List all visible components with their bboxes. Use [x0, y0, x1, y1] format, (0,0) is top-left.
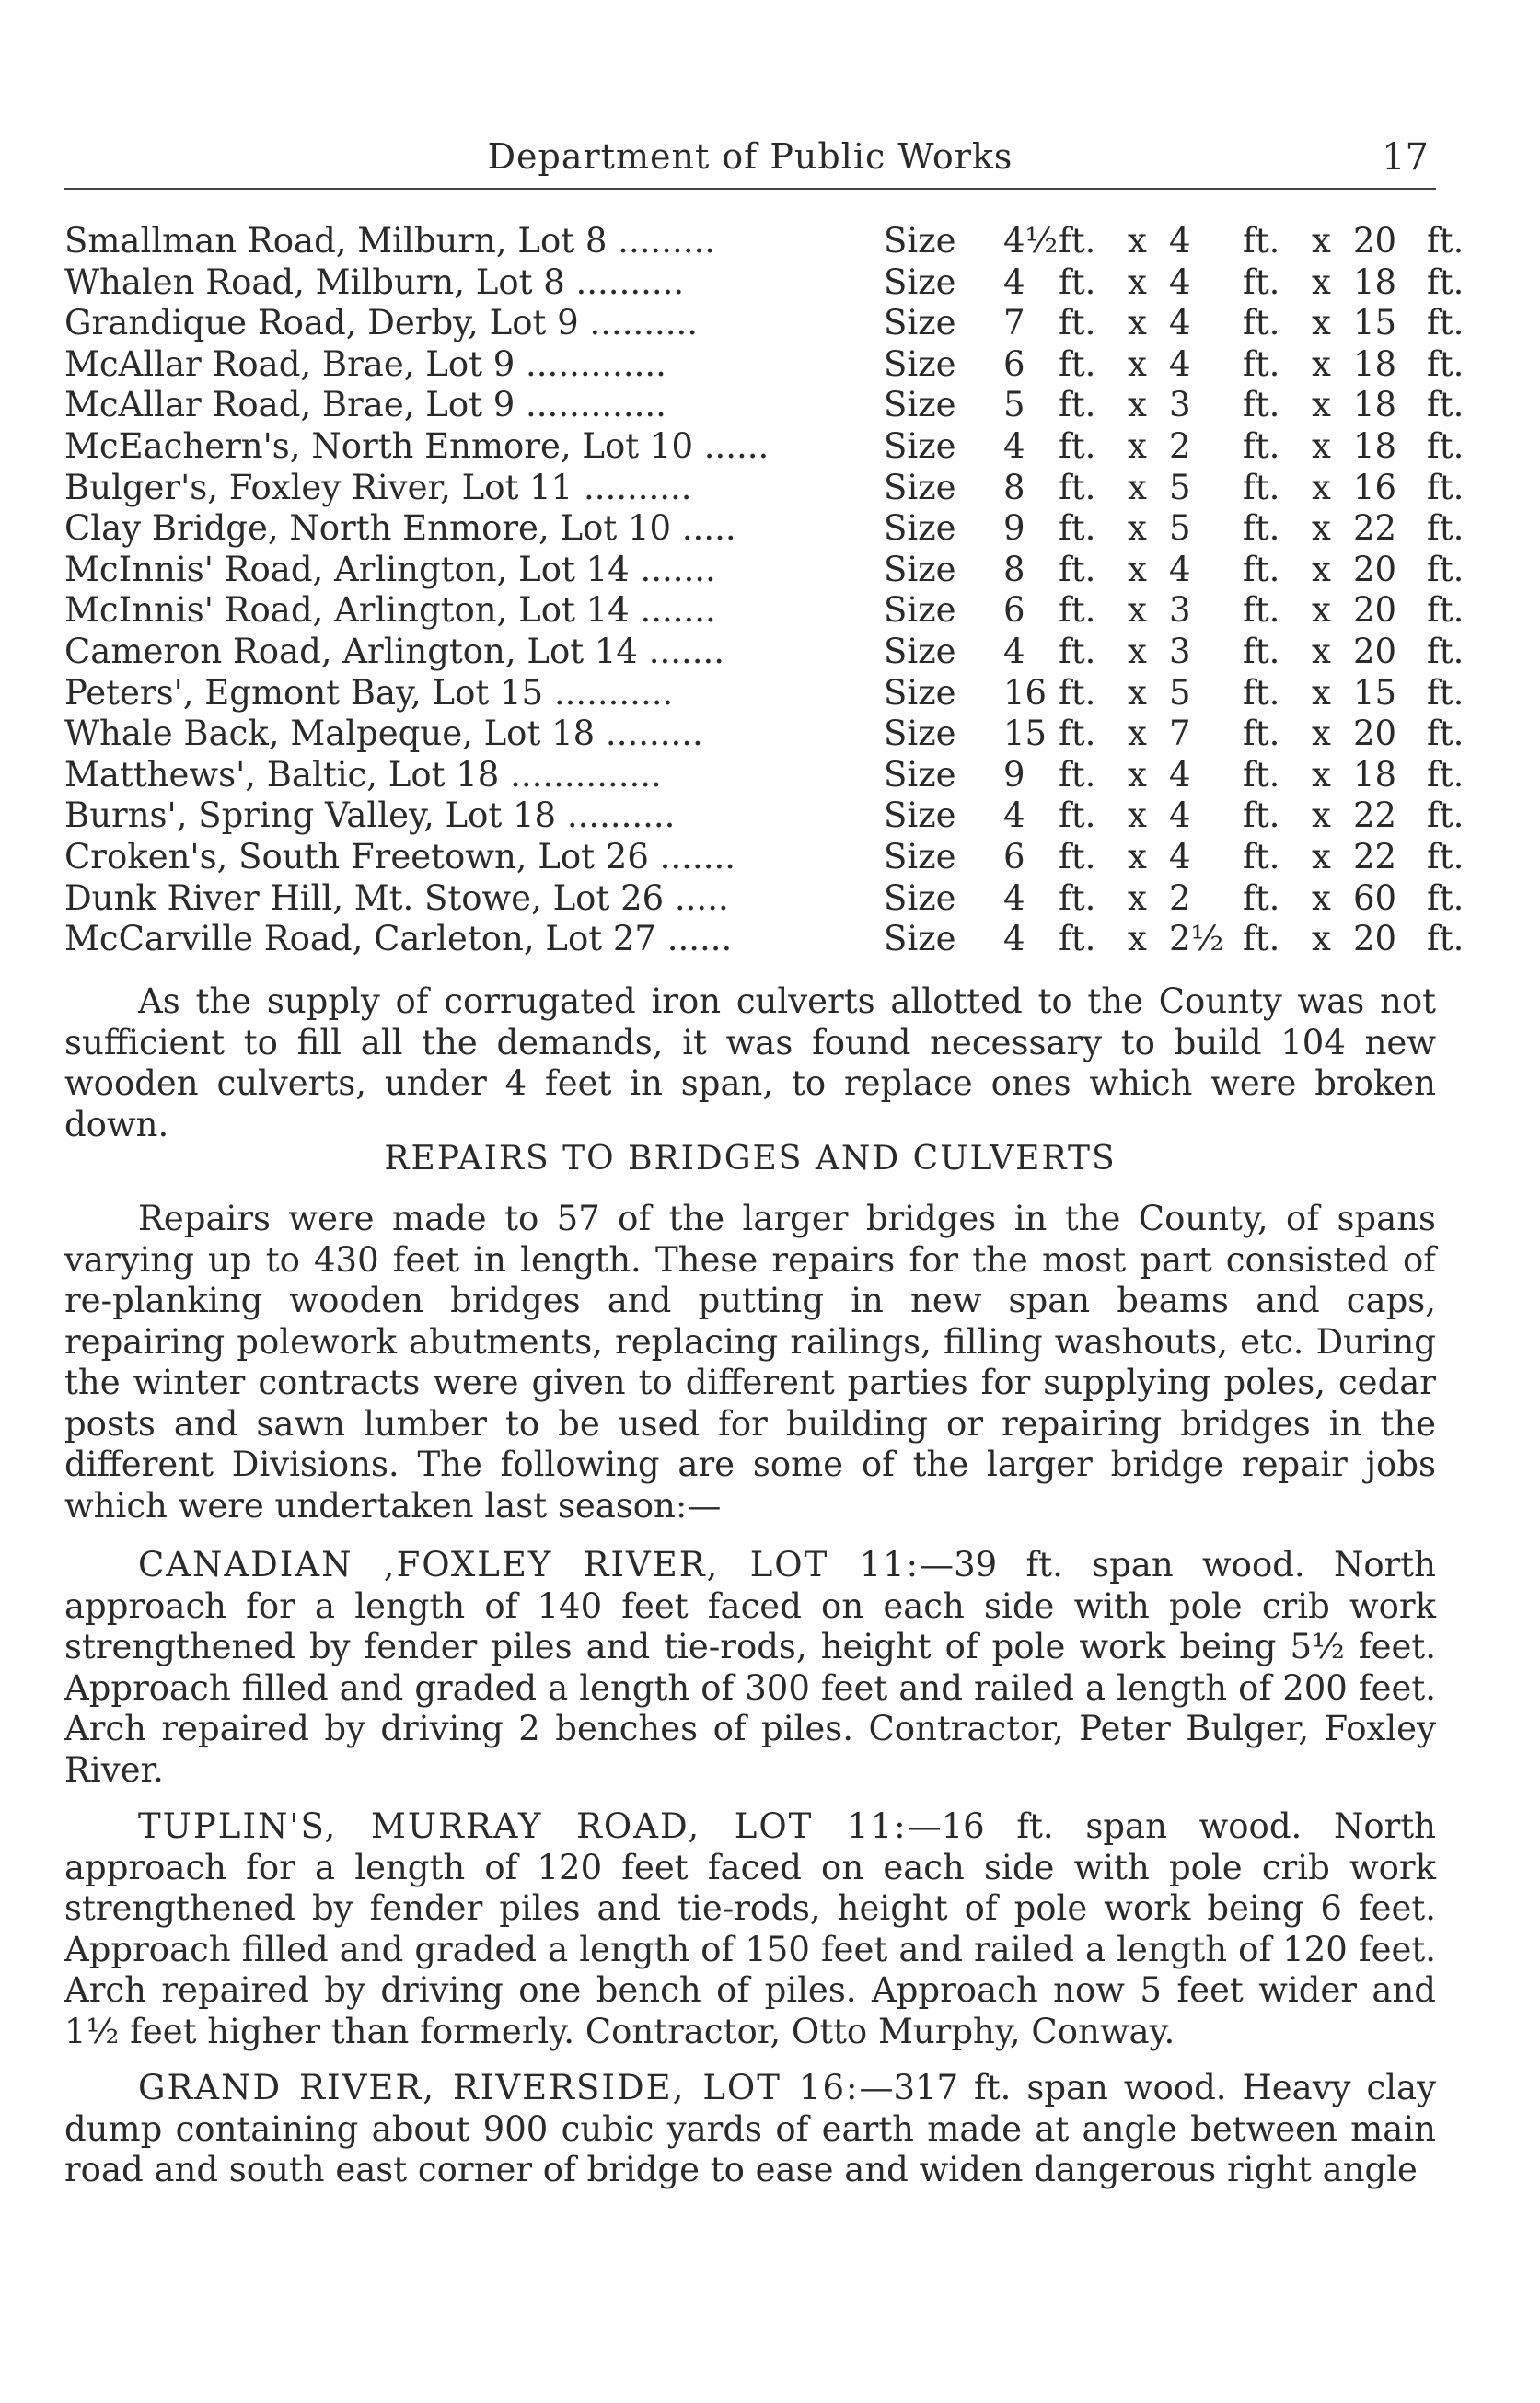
- times-sign: x: [1312, 877, 1331, 918]
- culvert-row: [64, 795, 1465, 837]
- times-sign: x: [1312, 672, 1331, 713]
- size-label: Size: [884, 714, 956, 754]
- span-length: 15: [1353, 672, 1397, 713]
- culvert-location: Cameron Road, Arlington, Lot 14 .......: [64, 631, 725, 671]
- span-width: 6: [1003, 343, 1025, 384]
- size-label: Size: [884, 795, 956, 836]
- span-height: 5: [1169, 508, 1191, 549]
- times-sign: x: [1128, 836, 1147, 876]
- culvert-row: [64, 549, 1465, 591]
- span-width: 9: [1003, 754, 1025, 795]
- unit-label: ft.: [1059, 795, 1096, 836]
- culvert-row: [64, 919, 1465, 960]
- size-label: Size: [884, 590, 956, 631]
- span-height: 5: [1169, 467, 1191, 507]
- span-length: 60: [1353, 877, 1397, 918]
- unit-label: ft.: [1427, 549, 1465, 589]
- span-length: 18: [1353, 754, 1397, 795]
- culvert-row: [64, 672, 1465, 714]
- unit-label: ft.: [1427, 467, 1465, 507]
- span-height: 2½: [1169, 919, 1224, 959]
- unit-label: ft.: [1427, 425, 1465, 466]
- culvert-row: [64, 303, 1465, 344]
- culvert-row: [64, 425, 1465, 468]
- times-sign: x: [1128, 467, 1147, 507]
- size-label: Size: [884, 303, 956, 343]
- culvert-row: [64, 261, 1465, 304]
- unit-label: ft.: [1243, 221, 1280, 261]
- span-height: 4: [1169, 836, 1191, 876]
- times-sign: x: [1312, 631, 1331, 671]
- culvert-row: [64, 385, 1465, 426]
- unit-label: ft.: [1059, 877, 1096, 918]
- times-sign: x: [1128, 549, 1147, 589]
- size-label: Size: [884, 877, 956, 918]
- unit-label: ft.: [1243, 672, 1280, 713]
- page-header: [64, 129, 1436, 184]
- times-sign: x: [1128, 508, 1147, 549]
- culvert-location: Grandique Road, Derby, Lot 9 ..........: [64, 303, 699, 343]
- culvert-location: Matthews', Baltic, Lot 18 ..............: [64, 754, 662, 795]
- span-length: 18: [1353, 385, 1397, 425]
- span-length: 15: [1353, 303, 1397, 343]
- times-sign: x: [1128, 303, 1147, 343]
- span-length: 22: [1353, 508, 1397, 549]
- unit-label: ft.: [1427, 795, 1465, 836]
- unit-label: ft.: [1059, 714, 1096, 754]
- header-rule: [64, 188, 1436, 190]
- unit-label: ft.: [1427, 631, 1465, 671]
- span-width: 4: [1003, 795, 1025, 836]
- unit-label: ft.: [1427, 714, 1465, 754]
- culvert-table: [64, 221, 1465, 960]
- span-height: 4: [1169, 303, 1191, 343]
- times-sign: x: [1128, 714, 1147, 754]
- bridge-entry: [64, 1545, 1436, 1791]
- span-width: 6: [1003, 836, 1025, 876]
- times-sign: x: [1312, 303, 1331, 343]
- unit-label: ft.: [1059, 261, 1096, 302]
- unit-label: ft.: [1059, 836, 1096, 876]
- unit-label: ft.: [1427, 836, 1465, 876]
- span-length: 16: [1353, 467, 1397, 507]
- size-label: Size: [884, 425, 956, 466]
- running-title: Department of Public Works: [487, 136, 1013, 177]
- culvert-location: McAllar Road, Brae, Lot 9 .............: [64, 343, 666, 384]
- unit-label: ft.: [1243, 508, 1280, 549]
- culvert-row: [64, 508, 1465, 550]
- size-label: Size: [884, 385, 956, 425]
- span-width: 9: [1003, 508, 1025, 549]
- unit-label: ft.: [1059, 590, 1096, 631]
- times-sign: x: [1312, 508, 1331, 549]
- span-height: 3: [1169, 385, 1191, 425]
- times-sign: x: [1312, 467, 1331, 507]
- times-sign: x: [1128, 385, 1147, 425]
- times-sign: x: [1128, 221, 1147, 261]
- span-length: 20: [1353, 221, 1397, 261]
- span-width: 4: [1003, 425, 1025, 466]
- times-sign: x: [1128, 795, 1147, 836]
- times-sign: x: [1312, 795, 1331, 836]
- culvert-location: Croken's, South Freetown, Lot 26 .......: [64, 836, 735, 876]
- culvert-location: Peters', Egmont Bay, Lot 15 ...........: [64, 672, 674, 713]
- unit-label: ft.: [1243, 836, 1280, 876]
- span-width: 6: [1003, 590, 1025, 631]
- times-sign: x: [1312, 714, 1331, 754]
- span-height: 7: [1169, 714, 1191, 754]
- times-sign: x: [1128, 754, 1147, 795]
- unit-label: ft.: [1059, 343, 1096, 384]
- unit-label: ft.: [1243, 343, 1280, 384]
- unit-label: ft.: [1243, 754, 1280, 795]
- unit-label: ft.: [1243, 919, 1280, 959]
- bridge-name: CANADIAN ,FOXLEY RIVER, LOT 11:: [138, 1545, 921, 1585]
- bridge-entry: [64, 1806, 1436, 2052]
- unit-label: ft.: [1427, 385, 1465, 425]
- section-heading: REPAIRS TO BRIDGES AND CULVERTS: [384, 1140, 1117, 1178]
- times-sign: x: [1312, 261, 1331, 302]
- unit-label: ft.: [1243, 590, 1280, 631]
- span-width: 8: [1003, 549, 1025, 589]
- span-length: 20: [1353, 590, 1397, 631]
- span-width: 7: [1003, 303, 1025, 343]
- culvert-row: [64, 467, 1465, 509]
- bridge-name: TUPLIN'S, MURRAY ROAD, LOT 11:: [138, 1806, 908, 1846]
- span-height: 3: [1169, 590, 1191, 631]
- size-label: Size: [884, 672, 956, 713]
- culvert-row: [64, 221, 1465, 262]
- times-sign: x: [1312, 590, 1331, 631]
- unit-label: ft.: [1427, 261, 1465, 302]
- times-sign: x: [1128, 590, 1147, 631]
- span-width: 4½: [1003, 221, 1059, 261]
- culvert-row: [64, 631, 1465, 673]
- repairs-intro: Repairs were made to 57 of the larger bridges in the County, of spans varying up to 430 feet in length. These repairs for the most part consisted of re-planking wooden bridges and putting in new span beams and caps, repairing polework abutments, replacing railings, filling washouts, etc. During the winter contracts were given to different parties for supplying poles, cedar posts and sawn lumber to be used for building or repairing bridges in the different Divisions. The following are some of the larger bridge repair jobs which were undertaken last season:—: [64, 1199, 1436, 1526]
- culvert-location: McInnis' Road, Arlington, Lot 14 .......: [64, 590, 716, 631]
- unit-label: ft.: [1427, 754, 1465, 795]
- unit-label: ft.: [1059, 754, 1096, 795]
- unit-label: ft.: [1243, 714, 1280, 754]
- span-length: 18: [1353, 425, 1397, 466]
- unit-label: ft.: [1427, 590, 1465, 631]
- culvert-location: Bulger's, Foxley River, Lot 11 ..........: [64, 467, 692, 507]
- span-height: 4: [1169, 795, 1191, 836]
- bridge-name: GRAND RIVER, RIVERSIDE, LOT 16:: [138, 2068, 860, 2107]
- span-width: 5: [1003, 385, 1025, 425]
- size-label: Size: [884, 343, 956, 384]
- culvert-location: Smallman Road, Milburn, Lot 8 .........: [64, 221, 716, 261]
- span-length: 22: [1353, 795, 1397, 836]
- culvert-row: [64, 836, 1465, 878]
- span-width: 8: [1003, 467, 1025, 507]
- culvert-location: McInnis' Road, Arlington, Lot 14 .......: [64, 549, 716, 589]
- size-label: Size: [884, 221, 956, 261]
- unit-label: ft.: [1427, 508, 1465, 549]
- unit-label: ft.: [1059, 425, 1096, 466]
- unit-label: ft.: [1427, 672, 1465, 713]
- culvert-row: [64, 343, 1465, 386]
- unit-label: ft.: [1059, 631, 1096, 671]
- size-label: Size: [884, 549, 956, 589]
- unit-label: ft.: [1243, 261, 1280, 302]
- span-width: 15: [1003, 714, 1048, 754]
- span-height: 4: [1169, 754, 1191, 795]
- size-label: Size: [884, 754, 956, 795]
- unit-label: ft.: [1059, 467, 1096, 507]
- size-label: Size: [884, 919, 956, 959]
- span-length: 22: [1353, 836, 1397, 876]
- unit-label: ft.: [1243, 549, 1280, 589]
- unit-label: ft.: [1059, 672, 1096, 713]
- span-height: 4: [1169, 549, 1191, 589]
- unit-label: ft.: [1059, 549, 1096, 589]
- unit-label: ft.: [1059, 919, 1096, 959]
- times-sign: x: [1312, 385, 1331, 425]
- span-length: 18: [1353, 343, 1397, 384]
- unit-label: ft.: [1243, 631, 1280, 671]
- unit-label: ft.: [1059, 221, 1096, 261]
- size-label: Size: [884, 836, 956, 876]
- unit-label: ft.: [1243, 467, 1280, 507]
- culvert-location: Whalen Road, Milburn, Lot 8 ..........: [64, 261, 685, 302]
- size-label: Size: [884, 261, 956, 302]
- unit-label: ft.: [1427, 303, 1465, 343]
- span-height: 2: [1169, 877, 1191, 918]
- span-length: 20: [1353, 549, 1397, 589]
- span-length: 20: [1353, 714, 1397, 754]
- unit-label: ft.: [1243, 877, 1280, 918]
- culvert-location: McEachern's, North Enmore, Lot 10 ......: [64, 425, 770, 466]
- bridge-description: —39 ft. span wood. North approach for a length of 140 feet faced on each side with pole crib work strengthened by fender piles and tie-rods, height of pole work being 5½ feet. Approach filled and graded a length of 300 feet and railed a length of 200 feet. Arch repaired by driving 2 benches of piles. Contractor, Peter Bulger, Foxley River.: [64, 1545, 1436, 1790]
- span-width: 16: [1003, 672, 1048, 713]
- culverts-note: As the supply of corrugated iron culverts allotted to the County was not sufficient to fill all the demands, it was found necessary to build 104 new wooden culverts, under 4 feet in span, to replace ones which were broken down.: [64, 981, 1436, 1144]
- culvert-row: [64, 877, 1465, 920]
- times-sign: x: [1312, 836, 1331, 876]
- times-sign: x: [1128, 919, 1147, 959]
- span-height: 4: [1169, 221, 1191, 261]
- unit-label: ft.: [1243, 795, 1280, 836]
- culvert-location: Clay Bridge, North Enmore, Lot 10 .....: [64, 508, 736, 549]
- size-label: Size: [884, 631, 956, 671]
- span-length: 20: [1353, 919, 1397, 959]
- page-number: 17: [1382, 136, 1429, 179]
- bridge-description: —317 ft. span wood. Heavy clay dump containing about 900 cubic yards of earth made at angle between main road and south east corner of bridge to ease and widen dangerous right angle: [64, 2068, 1436, 2189]
- times-sign: x: [1312, 221, 1331, 261]
- times-sign: x: [1128, 672, 1147, 713]
- culvert-location: Dunk River Hill, Mt. Stowe, Lot 26 .....: [64, 877, 729, 918]
- size-label: Size: [884, 467, 956, 507]
- unit-label: ft.: [1059, 385, 1096, 425]
- times-sign: x: [1312, 919, 1331, 959]
- unit-label: ft.: [1059, 508, 1096, 549]
- span-height: 2: [1169, 425, 1191, 466]
- unit-label: ft.: [1427, 343, 1465, 384]
- span-height: 4: [1169, 343, 1191, 384]
- times-sign: x: [1312, 549, 1331, 589]
- times-sign: x: [1312, 425, 1331, 466]
- times-sign: x: [1312, 754, 1331, 795]
- span-width: 4: [1003, 877, 1025, 918]
- times-sign: x: [1128, 343, 1147, 384]
- unit-label: ft.: [1243, 385, 1280, 425]
- culvert-row: [64, 714, 1465, 755]
- unit-label: ft.: [1059, 303, 1096, 343]
- times-sign: x: [1128, 877, 1147, 918]
- span-width: 4: [1003, 919, 1025, 959]
- times-sign: x: [1128, 261, 1147, 302]
- span-height: 3: [1169, 631, 1191, 671]
- times-sign: x: [1312, 343, 1331, 384]
- span-width: 4: [1003, 631, 1025, 671]
- times-sign: x: [1128, 425, 1147, 466]
- size-label: Size: [884, 508, 956, 549]
- culvert-row: [64, 754, 1465, 796]
- times-sign: x: [1128, 631, 1147, 671]
- span-length: 20: [1353, 631, 1397, 671]
- bridge-entry: [64, 2068, 1436, 2191]
- culvert-location: McAllar Road, Brae, Lot 9 .............: [64, 385, 666, 425]
- culvert-location: Whale Back, Malpeque, Lot 18 .........: [64, 714, 703, 754]
- unit-label: ft.: [1427, 919, 1465, 959]
- culvert-location: Burns', Spring Valley, Lot 18 ..........: [64, 795, 676, 836]
- span-height: 4: [1169, 261, 1191, 302]
- unit-label: ft.: [1243, 303, 1280, 343]
- unit-label: ft.: [1243, 425, 1280, 466]
- span-width: 4: [1003, 261, 1025, 302]
- span-height: 5: [1169, 672, 1191, 713]
- culvert-row: [64, 590, 1465, 632]
- unit-label: ft.: [1427, 877, 1465, 918]
- unit-label: ft.: [1427, 221, 1465, 261]
- bridge-description: —16 ft. span wood. North approach for a length of 120 feet faced on each side with pole crib work strengthened by fender piles and tie-rods, height of pole work being 6 feet. Approach filled and graded a length of 150 feet and railed a length of 120 feet. Arch repaired by driving one bench of piles. Approach now 5 feet wider and 1½ feet higher than formerly. Contractor, Otto Murphy, Conway.: [64, 1806, 1436, 2051]
- culvert-location: McCarville Road, Carleton, Lot 27 ......: [64, 919, 733, 959]
- span-length: 18: [1353, 261, 1397, 302]
